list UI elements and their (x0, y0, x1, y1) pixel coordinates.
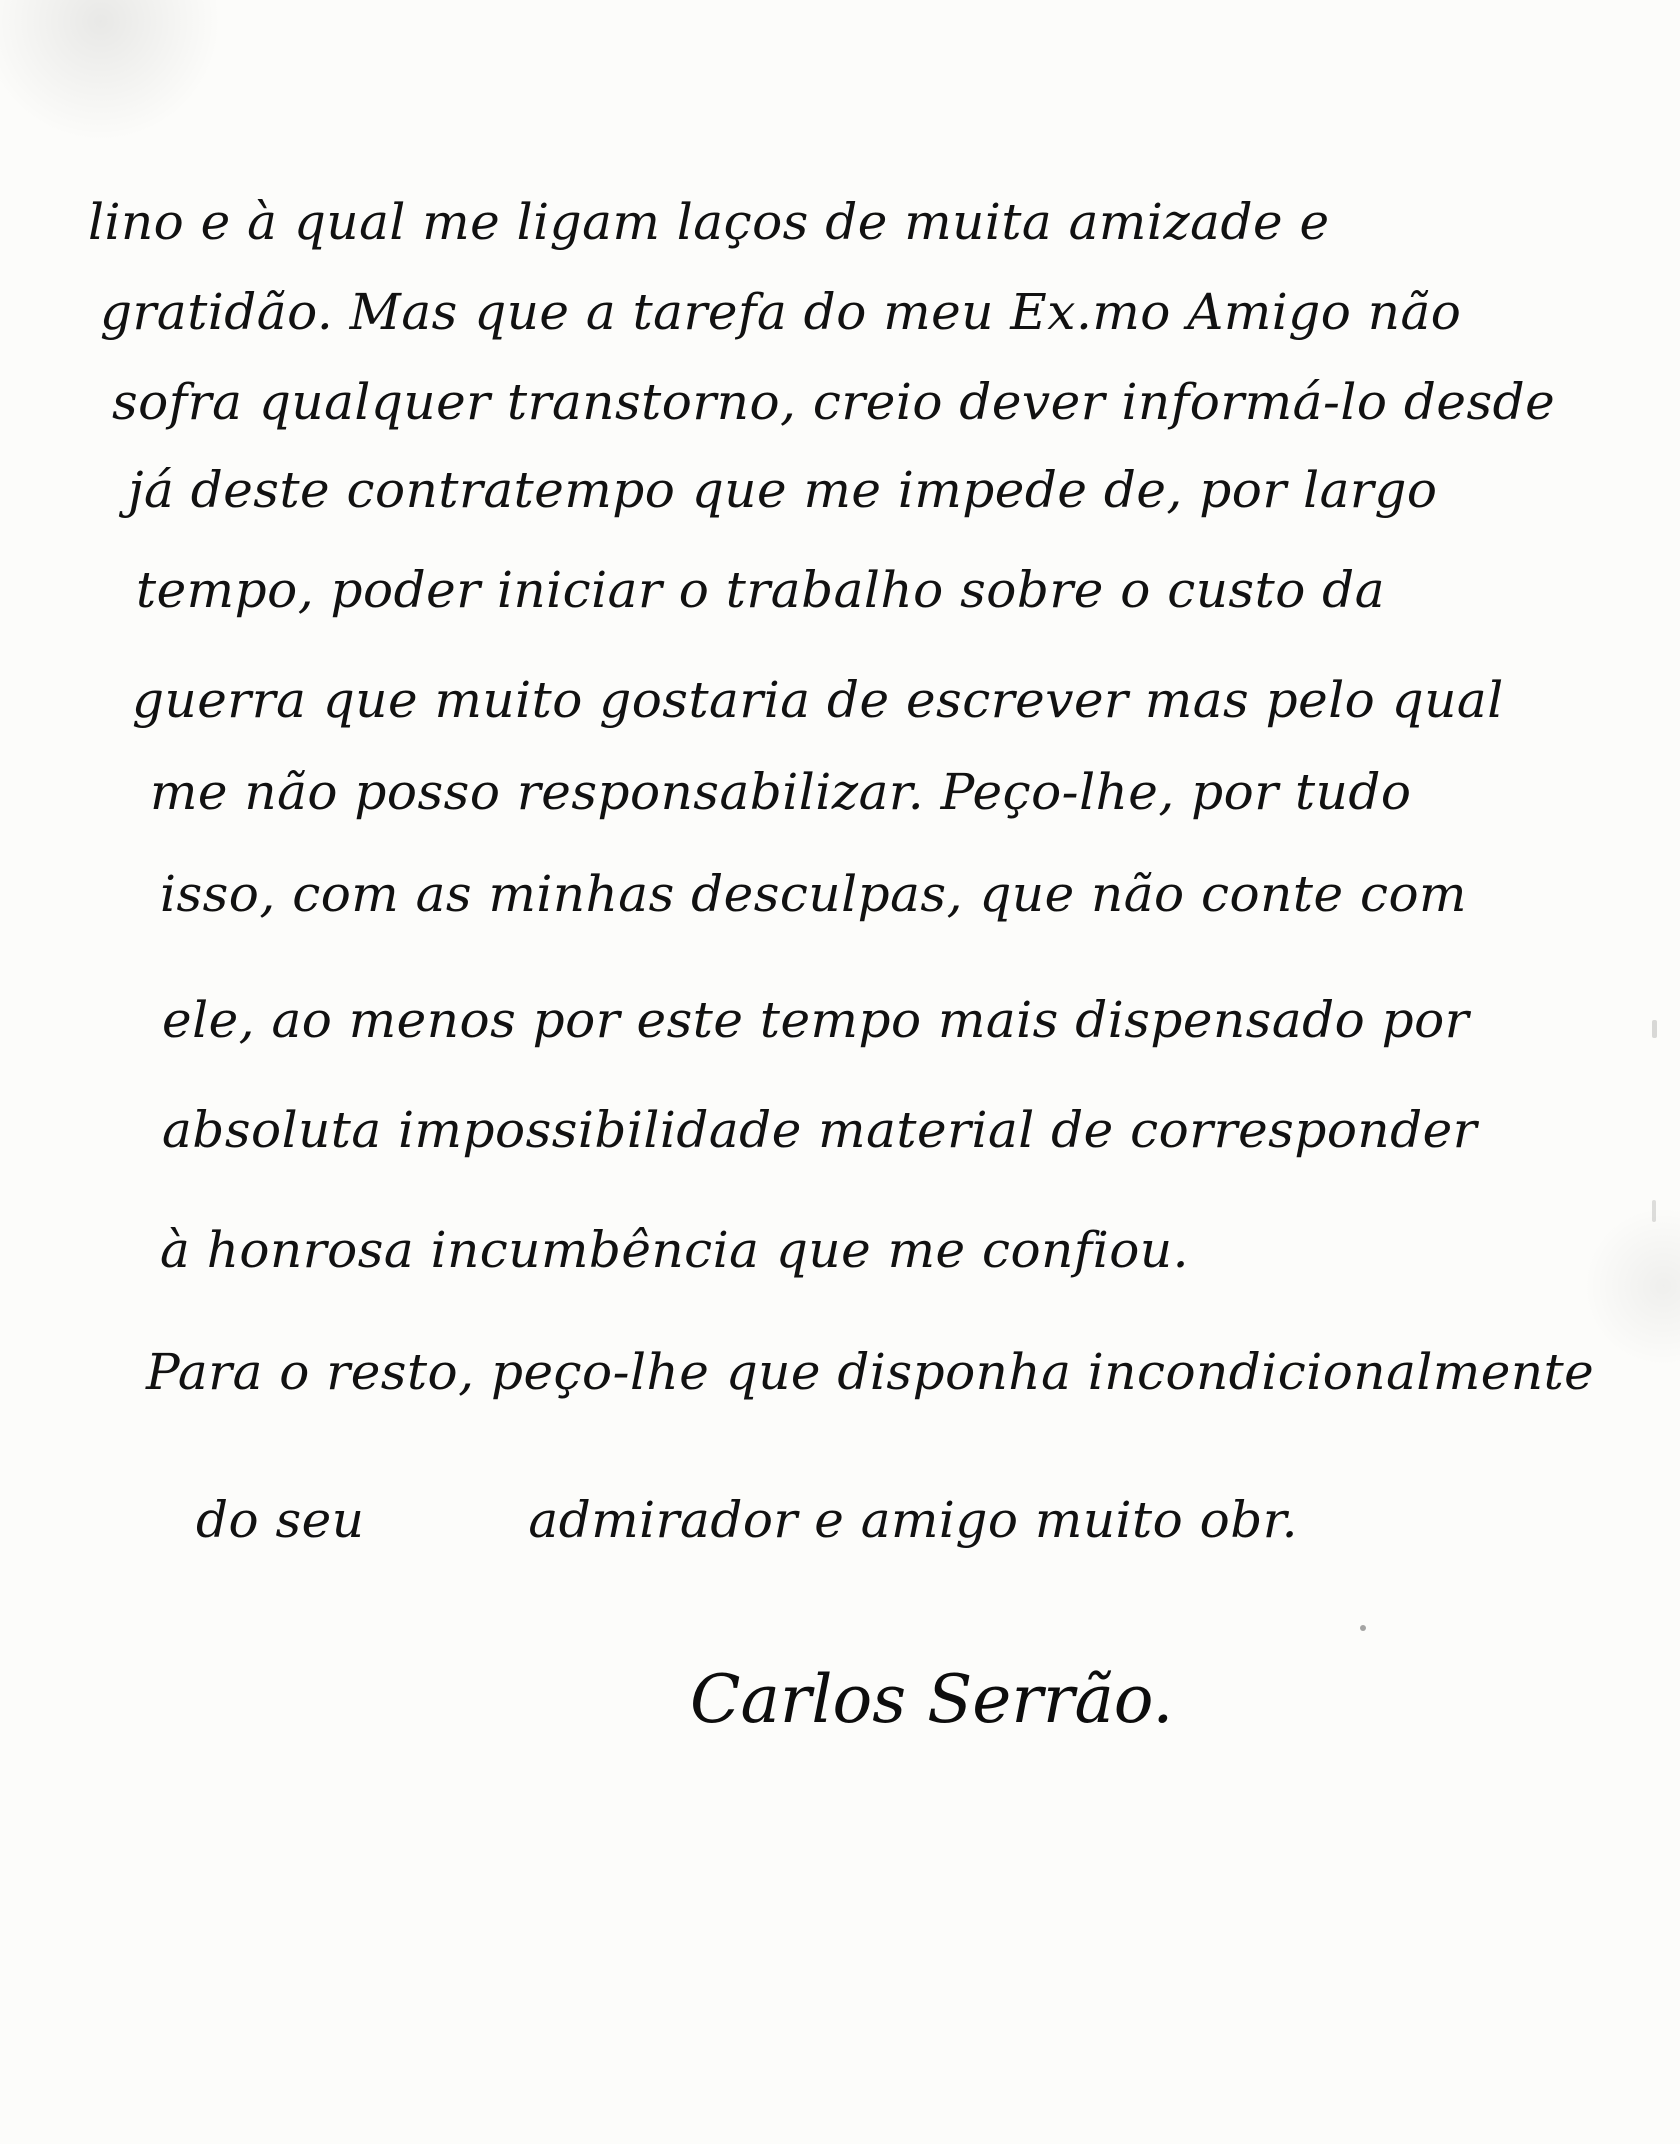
letter-line: do seu admirador e amigo muito obr. (196, 1491, 1299, 1549)
letter-line: sofra qualquer transtorno, creio dever informá-lo desde (112, 373, 1556, 431)
letter-line: lino e à qual me ligam laços de muita amizade e (88, 193, 1330, 251)
letter-line: tempo, poder iniciar o trabalho sobre o custo da (136, 561, 1385, 619)
letter-line: absoluta impossibilidade material de corresponder (162, 1101, 1478, 1159)
letter-line: ele, ao menos por este tempo mais dispensado por (162, 991, 1470, 1049)
letter-line: já deste contratempo que me impede de, por largo (128, 461, 1438, 519)
signature: Carlos Serrão. (690, 1661, 1174, 1738)
letter-line: à honrosa incumbência que me confiou. (160, 1221, 1189, 1279)
letter-line: me não posso responsabilizar. Peço-lhe, por tudo (150, 763, 1412, 821)
letter-line: isso, com as minhas desculpas, que não conte com (160, 865, 1467, 923)
letter-line: guerra que muito gostaria de escrever mas pelo qual (132, 671, 1504, 729)
letter-line: gratidão. Mas que a tarefa do meu Ex.mo Amigo não (100, 283, 1462, 341)
letter-line: Para o resto, peço-lhe que disponha incondicionalmente (146, 1343, 1595, 1401)
